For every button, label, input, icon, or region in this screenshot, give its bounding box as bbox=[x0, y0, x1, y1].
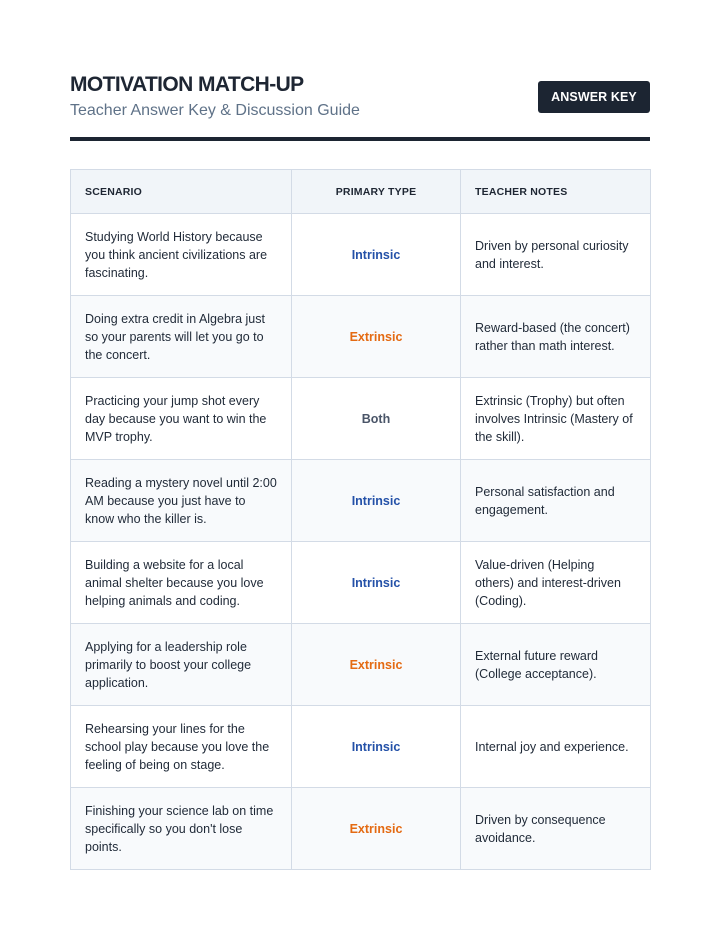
primary-type-cell: Extrinsic bbox=[292, 624, 461, 706]
teacher-notes-cell: Internal joy and experience. bbox=[461, 706, 651, 788]
page-title: MOTIVATION MATCH-UP bbox=[70, 73, 304, 96]
scenario-cell: Rehearsing your lines for the school play because you love the feeling of being on stage. bbox=[71, 706, 292, 788]
teacher-notes-cell: Driven by consequence avoidance. bbox=[461, 788, 651, 870]
primary-type-cell: Intrinsic bbox=[292, 706, 461, 788]
teacher-notes-cell: Personal satisfaction and engagement. bbox=[461, 460, 651, 542]
answer-key-badge: ANSWER KEY bbox=[538, 81, 650, 113]
header-divider bbox=[70, 137, 650, 141]
column-header-primary-type: PRIMARY TYPE bbox=[292, 170, 461, 214]
table-row bbox=[71, 214, 651, 296]
column-header-scenario: SCENARIO bbox=[71, 170, 292, 214]
table-row bbox=[71, 378, 651, 460]
scenario-cell: Doing extra credit in Algebra just so your parents will let you go to the concert. bbox=[71, 296, 292, 378]
table-row bbox=[71, 542, 651, 624]
scenario-cell: Studying World History because you think ancient civilizations are fascinating. bbox=[71, 214, 292, 296]
scenario-cell: Finishing your science lab on time specifically so you don't lose points. bbox=[71, 788, 292, 870]
scenario-cell: Reading a mystery novel until 2:00 AM because you just have to know who the killer is. bbox=[71, 460, 292, 542]
table-row bbox=[71, 624, 651, 706]
column-header-teacher-notes: TEACHER NOTES bbox=[461, 170, 651, 214]
page-header bbox=[70, 70, 650, 138]
table-header-row bbox=[71, 170, 651, 214]
table-row bbox=[71, 296, 651, 378]
table-row bbox=[71, 460, 651, 542]
primary-type-cell: Both bbox=[292, 378, 461, 460]
primary-type-cell: Extrinsic bbox=[292, 296, 461, 378]
scenario-cell: Practicing your jump shot every day because you want to win the MVP trophy. bbox=[71, 378, 292, 460]
primary-type-cell: Intrinsic bbox=[292, 214, 461, 296]
table-row bbox=[71, 788, 651, 870]
primary-type-cell: Intrinsic bbox=[292, 460, 461, 542]
teacher-notes-cell: Value-driven (Helping others) and interest-driven (Coding). bbox=[461, 542, 651, 624]
scenario-cell: Building a website for a local animal shelter because you love helping animals and coding. bbox=[71, 542, 292, 624]
teacher-notes-cell: External future reward (College acceptance). bbox=[461, 624, 651, 706]
table-row bbox=[71, 706, 651, 788]
primary-type-cell: Intrinsic bbox=[292, 542, 461, 624]
teacher-notes-cell: Reward-based (the concert) rather than math interest. bbox=[461, 296, 651, 378]
teacher-notes-cell: Driven by personal curiosity and interest. bbox=[461, 214, 651, 296]
motivation-table bbox=[70, 169, 651, 870]
scenario-cell: Applying for a leadership role primarily to boost your college application. bbox=[71, 624, 292, 706]
primary-type-cell: Extrinsic bbox=[292, 788, 461, 870]
teacher-notes-cell: Extrinsic (Trophy) but often involves Intrinsic (Mastery of the skill). bbox=[461, 378, 651, 460]
page-subtitle: Teacher Answer Key & Discussion Guide bbox=[70, 102, 360, 119]
